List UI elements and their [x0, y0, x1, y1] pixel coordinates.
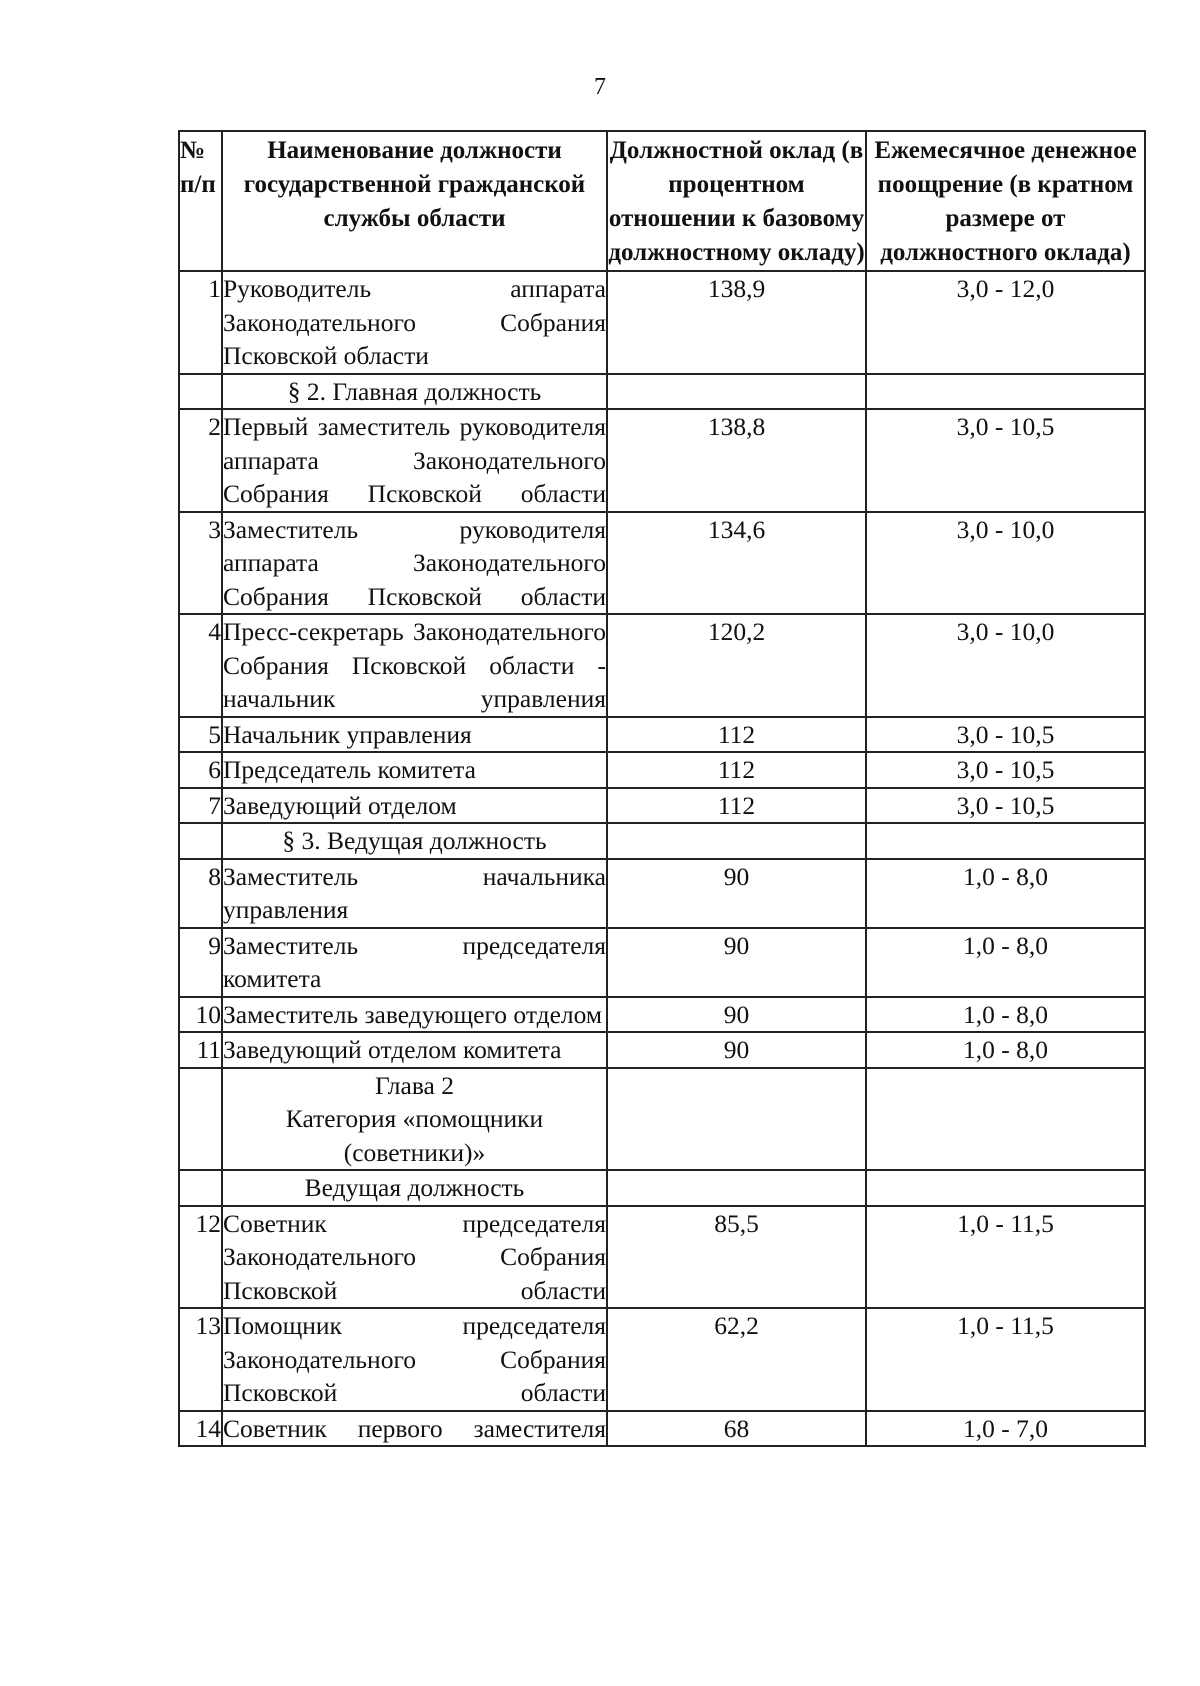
position-name — [222, 752, 607, 788]
row-number: 1 — [179, 271, 222, 374]
position-name-text: Заместитель председателя комитета — [223, 930, 606, 993]
position-name — [222, 409, 607, 512]
position-name-text: Заведующий отделом — [223, 790, 457, 820]
salary-value: 62,2 — [607, 1308, 866, 1411]
empty-cell — [179, 1068, 222, 1171]
position-name — [222, 717, 607, 753]
table-row — [179, 928, 1145, 997]
row-number: 9 — [179, 928, 222, 997]
position-name-text: Председатель комитета — [223, 755, 476, 784]
position-name — [222, 614, 607, 717]
salary-value: 112 — [607, 717, 866, 753]
bonus-value: 1,0 - 8,0 — [866, 859, 1145, 928]
empty-cell — [179, 823, 222, 859]
bonus-value: 1,0 - 11,5 — [866, 1308, 1145, 1411]
position-name — [222, 859, 607, 928]
position-name-text: Пресс-секретарь Законодательного Собрания Псковской области - начальник управления — [223, 617, 606, 713]
row-number: 14 — [179, 1411, 222, 1447]
salary-value: 68 — [607, 1411, 866, 1447]
salary-value: 120,2 — [607, 614, 866, 717]
row-number: 2 — [179, 409, 222, 512]
salary-value: 90 — [607, 928, 866, 997]
table-row — [179, 752, 1145, 788]
bonus-value: 1,0 - 8,0 — [866, 1032, 1145, 1068]
table-row — [179, 1206, 1145, 1309]
position-name-text: Заместитель начальника управления — [223, 861, 606, 924]
table-row — [179, 614, 1145, 717]
salary-value: 90 — [607, 859, 866, 928]
table-row — [179, 409, 1145, 512]
bonus-value: 1,0 - 11,5 — [866, 1206, 1145, 1309]
bonus-value: 1,0 - 7,0 — [866, 1411, 1145, 1447]
bonus-value: 3,0 - 10,5 — [866, 752, 1145, 788]
bonus-value: 3,0 - 10,5 — [866, 788, 1145, 824]
empty-cell — [607, 823, 866, 859]
position-name-text: Советник первого заместителя — [223, 1413, 606, 1443]
salary-value: 90 — [607, 1032, 866, 1068]
table-row — [179, 1411, 1145, 1447]
salary-value: 112 — [607, 752, 866, 788]
position-name — [222, 1308, 607, 1411]
position-name — [222, 928, 607, 997]
row-number: 13 — [179, 1308, 222, 1411]
salary-value: 112 — [607, 788, 866, 824]
chapter-heading — [222, 1068, 607, 1171]
header-number: № п/п — [179, 131, 222, 271]
row-number: 3 — [179, 512, 222, 615]
salary-value: 138,9 — [607, 271, 866, 374]
empty-cell — [607, 1170, 866, 1206]
header-salary: Должностной оклад (в процентном отношении к базовому должностному окладу) — [607, 131, 866, 271]
empty-cell — [179, 1170, 222, 1206]
table-row — [179, 512, 1145, 615]
bonus-value: 3,0 - 12,0 — [866, 271, 1145, 374]
header-bonus: Ежемесячное денежное поощрение (в кратном размере от должностного оклада) — [866, 131, 1145, 271]
table-row — [179, 997, 1145, 1033]
table-row — [179, 788, 1145, 824]
table-row — [179, 717, 1145, 753]
row-number: 7 — [179, 788, 222, 824]
bonus-value: 1,0 - 8,0 — [866, 997, 1145, 1033]
empty-cell — [866, 374, 1145, 410]
table-row — [179, 859, 1145, 928]
position-name — [222, 997, 607, 1033]
position-name-text: Советник председателя Законодательного Собрания Псковской области — [223, 1208, 606, 1305]
salary-value: 90 — [607, 997, 866, 1033]
table-row — [179, 271, 1145, 374]
row-number: 6 — [179, 752, 222, 788]
empty-cell — [866, 1068, 1145, 1171]
bonus-value: 3,0 - 10,5 — [866, 717, 1145, 753]
salary-value: 138,8 — [607, 409, 866, 512]
chapter-row — [179, 1068, 1145, 1171]
chapter-subtitle: Категория «помощники (советники)» — [285, 1104, 544, 1167]
table-row — [179, 1032, 1145, 1068]
bonus-value: 1,0 - 8,0 — [866, 928, 1145, 997]
position-name-text: Помощник председателя Законодательного Собрания Псковской области — [223, 1311, 606, 1407]
table-header-row — [179, 131, 1145, 271]
position-name-text: Первый заместитель руководителя аппарата Законодательного Собрания Псковской области — [223, 412, 606, 508]
position-name — [222, 1032, 607, 1068]
position-name-text: Заместитель руководителя аппарата Законодательного Собрания Псковской области — [223, 514, 606, 611]
section-row — [179, 374, 1145, 410]
position-name — [222, 271, 607, 374]
position-name — [222, 512, 607, 615]
table-row — [179, 1308, 1145, 1411]
empty-cell — [866, 1170, 1145, 1206]
row-number: 4 — [179, 614, 222, 717]
position-name — [222, 1206, 607, 1309]
salary-value: 85,5 — [607, 1206, 866, 1309]
section-title: § 3. Ведущая должность — [222, 823, 607, 859]
row-number: 12 — [179, 1206, 222, 1309]
row-number: 5 — [179, 717, 222, 753]
page-number: 7 — [594, 74, 606, 100]
position-name-text: Заместитель заведующего отделом — [223, 999, 603, 1029]
empty-cell — [866, 823, 1145, 859]
row-number: 8 — [179, 859, 222, 928]
section-title: § 2. Главная должность — [222, 374, 607, 410]
header-position-name: Наименование должности государственной гражданской службы области — [222, 131, 607, 271]
empty-cell — [607, 374, 866, 410]
salary-value: 134,6 — [607, 512, 866, 615]
section-row — [179, 823, 1145, 859]
position-name-text: Начальник управления — [223, 719, 472, 749]
row-number: 10 — [179, 997, 222, 1033]
empty-cell — [179, 374, 222, 410]
table-body — [179, 271, 1145, 1446]
section-title: Ведущая должность — [222, 1170, 607, 1206]
position-name — [222, 1411, 607, 1447]
position-name-text: Заведующий отделом комитета — [223, 1035, 562, 1064]
bonus-value: 3,0 - 10,5 — [866, 409, 1145, 512]
row-number: 11 — [179, 1032, 222, 1068]
position-name — [222, 788, 607, 824]
chapter-title: Глава 2 — [374, 1070, 454, 1100]
empty-cell — [607, 1068, 866, 1171]
bonus-value: 3,0 - 10,0 — [866, 512, 1145, 615]
bonus-value: 3,0 - 10,0 — [866, 614, 1145, 717]
position-name-text: Руководитель аппарата Законодательного Собрания Псковской области — [223, 274, 606, 370]
salary-table — [178, 130, 1146, 1447]
section-row — [179, 1170, 1145, 1206]
